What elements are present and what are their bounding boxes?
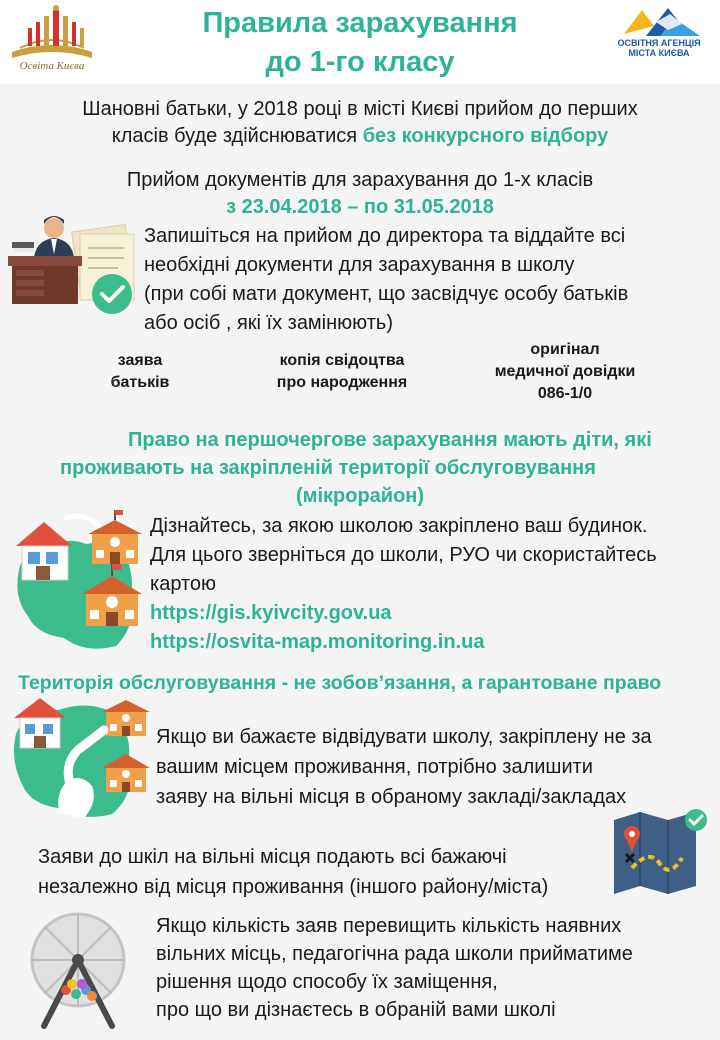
find-school-line-3: картою xyxy=(150,573,217,595)
reception-line: Прийом документів для зарахування до 1-х класів xyxy=(126,169,594,191)
reception-dates: з 23.04.2018 – по 31.05.2018 xyxy=(226,196,494,218)
logo-right-caption xyxy=(600,38,718,58)
register-line-1: Запишіться на прийом до директора та віддайте всі xyxy=(144,225,626,247)
register-line-3: (при собі мати документ, що засвідчує особу батьків xyxy=(144,283,629,305)
excess-line-1: Якщо кількість заяв перевищить кількість наявних xyxy=(156,915,622,937)
free-places-line-1: Заяви до шкіл на вільні місця подають всі бажаючі xyxy=(38,846,507,868)
find-school-block xyxy=(150,512,716,657)
intro-line-1: Шановні батьки, у 2018 році в місті Києві прийом до перших xyxy=(82,98,638,120)
document-parents-application xyxy=(90,350,190,394)
osvita-map-link[interactable]: https://osvita-map.monitoring.in.ua xyxy=(150,631,485,653)
doc-2-line-1: копія свідоцтва xyxy=(279,352,405,369)
excess-applications-block xyxy=(156,912,716,1024)
other-school-line-3: заяву на вільні місця в обраному закладі/закладах xyxy=(156,786,627,808)
logo-right-line-2: МІСТА КИЄВА xyxy=(628,48,690,58)
register-instructions xyxy=(144,222,714,338)
doc-3-line-3: 086-1/0 xyxy=(537,385,593,402)
page-title xyxy=(150,4,570,82)
doc-1-line-1: заява xyxy=(117,352,163,369)
doc-3-line-1: оригінал xyxy=(530,341,600,358)
document-birth-certificate-copy xyxy=(252,350,432,394)
school-building-icon xyxy=(88,510,142,564)
intro-line-2 xyxy=(10,123,710,150)
priority-heading xyxy=(60,426,720,510)
intro-line-2-start: класів буде здійснюватися xyxy=(111,125,363,147)
lottery-drum-icon xyxy=(24,906,132,1032)
excess-line-3: рішення щодо способу їх заміщення, xyxy=(156,971,498,993)
other-school-line-1: Якщо ви бажаєте відвідувати школу, закріплену не за xyxy=(156,726,652,748)
register-line-2: необхідні документи для зарахування в школу xyxy=(144,254,575,276)
director-office-icon xyxy=(6,208,140,318)
intro-text xyxy=(10,96,710,150)
priority-line-3: (мікрорайон) xyxy=(296,485,425,507)
territory-heading: Територія обслуговування - не зобов’язання, а гарантоване право xyxy=(18,672,662,694)
register-line-4: або осіб , які їх замінюють) xyxy=(144,312,393,334)
district-map-hand-icon xyxy=(8,694,150,824)
priority-line-1: Право на першочергове зарахування мають діти, які xyxy=(128,429,652,451)
excess-line-4: про що ви дізнаєтесь в обраній вами школі xyxy=(156,999,556,1021)
free-places-line-2: незалежно від місця проживання (іншого району/міста) xyxy=(38,876,549,898)
excess-line-2: вільних місць, педагогічна рада школи прийматиме xyxy=(156,943,633,965)
osvita-kyieva-logo xyxy=(6,2,98,60)
route-map-icon xyxy=(610,808,710,894)
logo-right-line-1: ОСВІТНЯ АГЕНЦІЯ xyxy=(617,38,701,48)
logo-left-caption: Освіта Києва xyxy=(19,60,85,72)
title-line-1: Правила зарахування xyxy=(202,7,518,39)
gis-kyivcity-link[interactable]: https://gis.kyivcity.gov.ua xyxy=(150,602,392,624)
doc-3-line-2: медичної довідки xyxy=(494,363,636,380)
title-line-2: до 1-го класу xyxy=(265,46,455,78)
doc-1-line-2: батьків xyxy=(110,374,170,391)
priority-line-2: проживають на закріпленій території обслуговування xyxy=(60,457,596,479)
document-medical-certificate xyxy=(470,339,660,405)
no-competition-highlight: без конкурсного відбору xyxy=(362,125,609,147)
find-school-line-1: Дізнайтесь, за якою школою закріплено ваш будинок. xyxy=(150,515,648,537)
osvitnia-ahentsiia-logo xyxy=(620,4,704,40)
other-school-line-2: вашим місцем проживання, потрібно залишити xyxy=(156,756,593,778)
district-map-icon xyxy=(6,506,148,656)
find-school-line-2: Для цього зверніться до школи, РУО чи скористайтесь xyxy=(150,544,657,566)
doc-2-line-2: про народження xyxy=(276,374,408,391)
free-places-block xyxy=(38,842,618,902)
other-school-block xyxy=(156,722,716,812)
